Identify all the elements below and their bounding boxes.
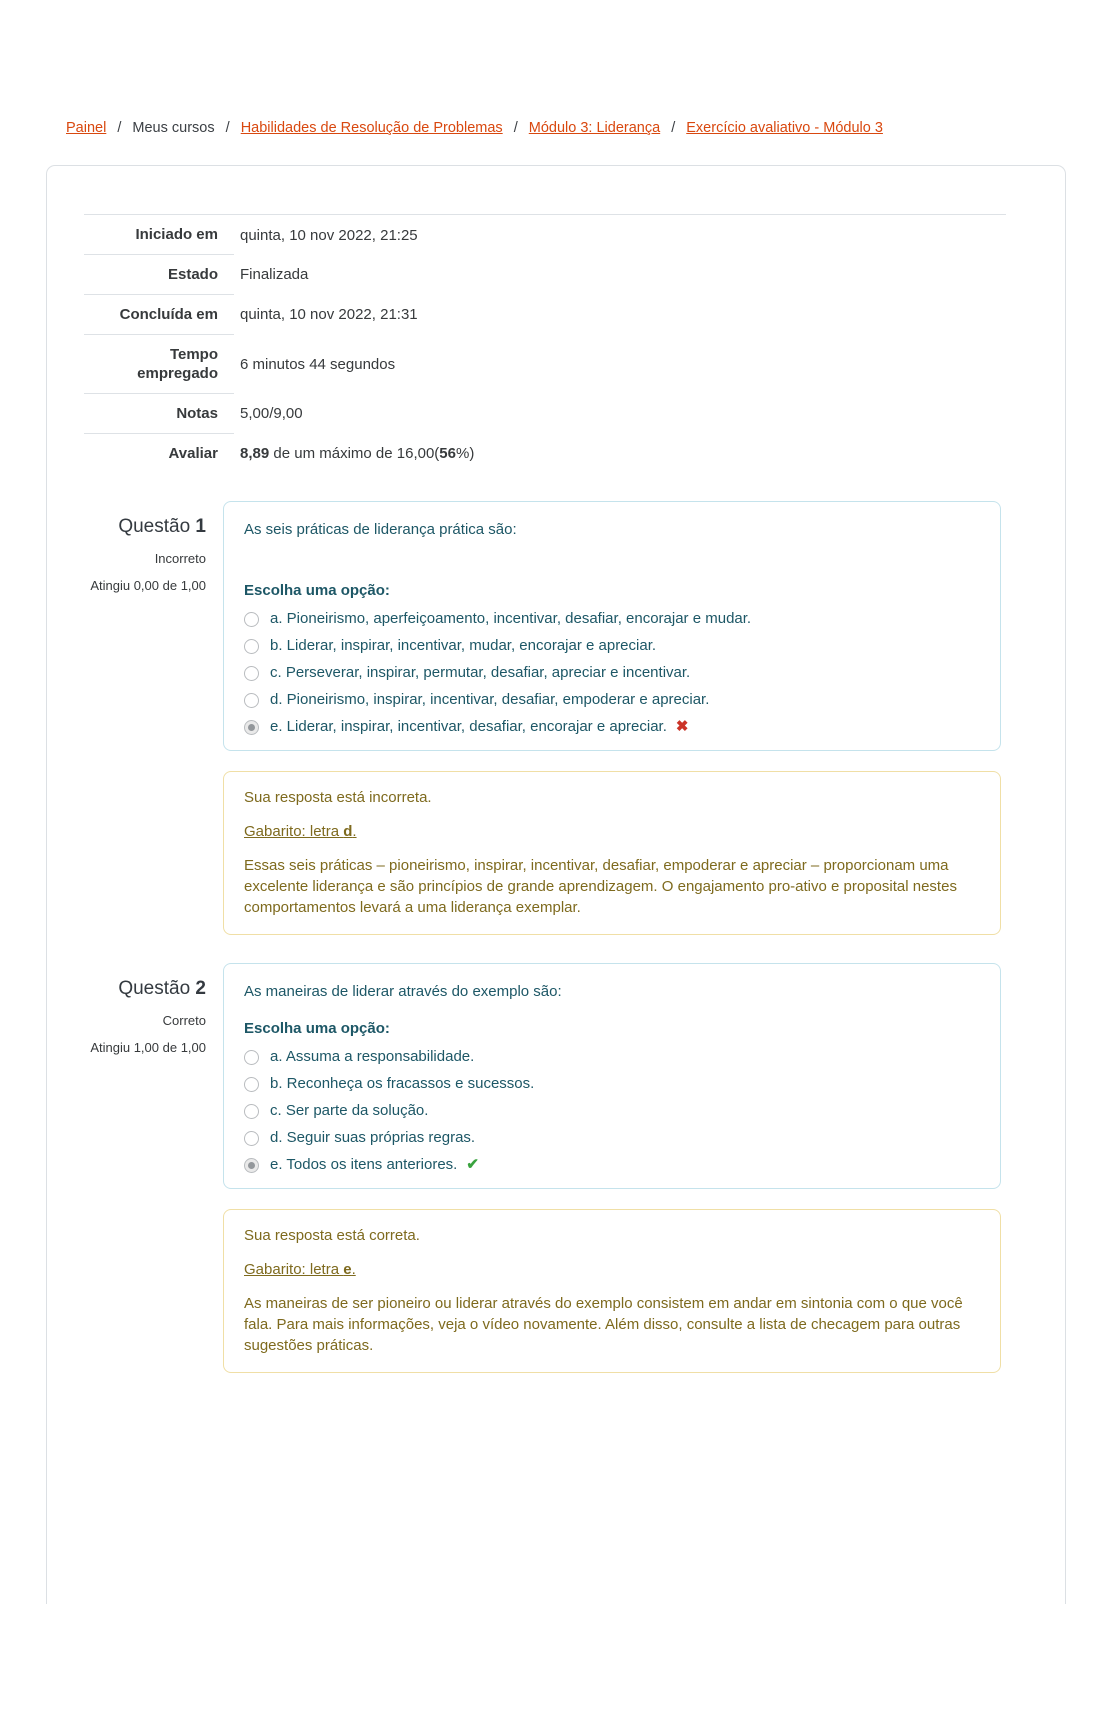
- summary-value: Finalizada: [240, 266, 309, 284]
- question-box: [223, 963, 1001, 1189]
- grade-text: de um máximo de 16,00(: [269, 445, 440, 463]
- radio-button[interactable]: [244, 666, 259, 681]
- table-row: [84, 295, 1006, 335]
- question-number: [84, 976, 206, 1003]
- feedback-spacer: [84, 771, 223, 935]
- option-label[interactable]: a. Pioneirismo, aperfeiçoamento, incentivar, desafiar, encorajar e mudar.: [270, 610, 752, 628]
- question-grade-info: Atingiu 1,00 de 1,00: [90, 1040, 206, 1056]
- summary-value: quinta, 10 nov 2022, 21:25: [234, 215, 1006, 255]
- summary-label: Concluída em: [84, 295, 234, 335]
- answer-suffix: .: [351, 1261, 356, 1279]
- table-row: [84, 215, 1006, 255]
- radio-button[interactable]: [244, 1131, 259, 1146]
- option-label[interactable]: b. Liderar, inspirar, incentivar, mudar, encorajar e apreciar.: [270, 637, 657, 655]
- question-number-value: 1: [195, 516, 206, 538]
- option-row[interactable]: [244, 637, 980, 655]
- incorrect-icon: ✖: [675, 718, 689, 736]
- option-label[interactable]: c. Perseverar, inspirar, permutar, desafiar, apreciar e incentivar.: [270, 664, 691, 682]
- question-number: [84, 514, 206, 541]
- option-row[interactable]: [244, 664, 980, 682]
- breadcrumb-item-meus-cursos: Meus cursos: [132, 120, 215, 136]
- breadcrumb-separator: /: [671, 120, 676, 136]
- summary-label: Iniciado em: [84, 215, 234, 255]
- question-grade-info: Atingiu 0,00 de 1,00: [90, 578, 206, 594]
- feedback-answer: [244, 1259, 980, 1280]
- option-label[interactable]: e. Liderar, inspirar, incentivar, desafiar, encorajar e apreciar.: [270, 718, 667, 736]
- radio-button[interactable]: [244, 612, 259, 627]
- options-list: [244, 610, 980, 736]
- summary-value: 5,00/9,00: [240, 405, 303, 423]
- breadcrumb-separator: /: [225, 120, 230, 136]
- feedback-spacer: [84, 1209, 223, 1373]
- option-row[interactable]: [244, 1102, 980, 1120]
- answer-suffix: .: [352, 823, 357, 841]
- radio-button[interactable]: [244, 1077, 259, 1092]
- quiz-review-card: [46, 165, 1066, 1604]
- feedback-box: [223, 1209, 1001, 1373]
- feedback-explanation: Essas seis práticas – pioneirismo, inspirar, incentivar, desafiar, empoderar e apreciar – proporcionam uma excelente liderança e são princípios de grande aprendizagem. O engajamento pro-ativo e proposital nestes comportamentos levará a uma liderança exemplar.: [244, 857, 957, 917]
- summary-label: Avaliar: [84, 434, 234, 474]
- option-row[interactable]: [244, 718, 980, 736]
- question-number-value: 2: [195, 978, 206, 1000]
- question-state: Incorreto: [154, 550, 206, 566]
- feedback-block-2: [84, 1209, 1035, 1373]
- table-row: [84, 255, 1006, 295]
- answer-prefix: Gabarito: letra: [244, 823, 344, 841]
- question-number-label: Questão: [118, 978, 196, 1000]
- radio-button-selected[interactable]: [244, 1158, 259, 1173]
- grade-suffix: %): [455, 445, 475, 463]
- summary-label: Estado: [84, 255, 234, 295]
- feedback-explanation: As maneiras de ser pioneiro ou liderar através do exemplo consistem em andar em sintonia com o que você fala. Para mais informações, veja o vídeo novamente. Além disso, consulte a lista de checagem para outras sugestões práticas.: [244, 1295, 963, 1355]
- options-list: [244, 1048, 980, 1174]
- feedback-status: Sua resposta está incorreta.: [244, 789, 432, 807]
- breadcrumb-separator: /: [513, 120, 518, 136]
- summary-label: Notas: [84, 394, 234, 434]
- attempt-summary-table: [84, 214, 1006, 473]
- option-row[interactable]: [244, 1156, 980, 1174]
- breadcrumb-separator: /: [117, 120, 122, 136]
- summary-value: quinta, 10 nov 2022, 21:31: [240, 306, 418, 324]
- option-row[interactable]: [244, 610, 980, 628]
- breadcrumb-link-exercise[interactable]: Exercício avaliativo - Módulo 3: [686, 120, 883, 136]
- feedback-block-1: [84, 771, 1035, 935]
- option-row[interactable]: [244, 1048, 980, 1066]
- table-row: [84, 335, 1006, 394]
- breadcrumb-link-course[interactable]: Habilidades de Resolução de Problemas: [240, 120, 503, 136]
- choice-prompt: Escolha uma opção:: [244, 1020, 390, 1038]
- question-info: [84, 501, 206, 751]
- option-label[interactable]: c. Ser parte da solução.: [270, 1102, 429, 1120]
- option-row[interactable]: [244, 1129, 980, 1147]
- breadcrumb-link-painel[interactable]: Painel: [66, 120, 107, 136]
- grade-percent: 56: [439, 445, 456, 463]
- option-label[interactable]: d. Pioneirismo, inspirar, incentivar, desafiar, empoderar e apreciar.: [270, 691, 710, 709]
- question-box: [223, 501, 1001, 751]
- question-info: [84, 963, 206, 1189]
- table-row: [84, 434, 1006, 474]
- question-number-label: Questão: [118, 516, 196, 538]
- summary-label: Tempo empregado: [84, 335, 234, 394]
- radio-button[interactable]: [244, 639, 259, 654]
- table-row: [84, 394, 1006, 434]
- radio-button-selected[interactable]: [244, 720, 259, 735]
- option-label[interactable]: d. Seguir suas próprias regras.: [270, 1129, 476, 1147]
- feedback-status: Sua resposta está correta.: [244, 1227, 420, 1245]
- summary-grade-value: [234, 434, 1006, 474]
- feedback-answer: [244, 821, 980, 842]
- question-text: As seis práticas de liderança prática são:: [244, 521, 517, 539]
- question-text: As maneiras de liderar através do exemplo são:: [244, 983, 562, 1001]
- choice-prompt: Escolha uma opção:: [244, 582, 390, 600]
- breadcrumb-link-module[interactable]: Módulo 3: Liderança: [528, 120, 661, 136]
- radio-button[interactable]: [244, 1050, 259, 1065]
- answer-prefix: Gabarito: letra: [244, 1261, 344, 1279]
- question-block-2: [84, 963, 1035, 1189]
- option-label[interactable]: b. Reconheça os fracassos e sucessos.: [270, 1075, 535, 1093]
- option-row[interactable]: [244, 1075, 980, 1093]
- grade-number: 8,89: [240, 445, 270, 463]
- summary-value: 6 minutos 44 segundos: [240, 355, 396, 373]
- option-row[interactable]: [244, 691, 980, 709]
- feedback-box: [223, 771, 1001, 935]
- radio-button[interactable]: [244, 1104, 259, 1119]
- question-block-1: [84, 501, 1035, 751]
- radio-button[interactable]: [244, 693, 259, 708]
- option-label[interactable]: a. Assuma a responsabilidade.: [270, 1048, 475, 1066]
- answer-letter: d: [343, 823, 353, 841]
- answer-letter: e: [343, 1261, 352, 1279]
- question-state: Correto: [162, 1012, 206, 1028]
- breadcrumb: [66, 118, 1066, 138]
- correct-icon: ✔: [466, 1156, 479, 1174]
- option-label[interactable]: e. Todos os itens anteriores.: [270, 1156, 458, 1174]
